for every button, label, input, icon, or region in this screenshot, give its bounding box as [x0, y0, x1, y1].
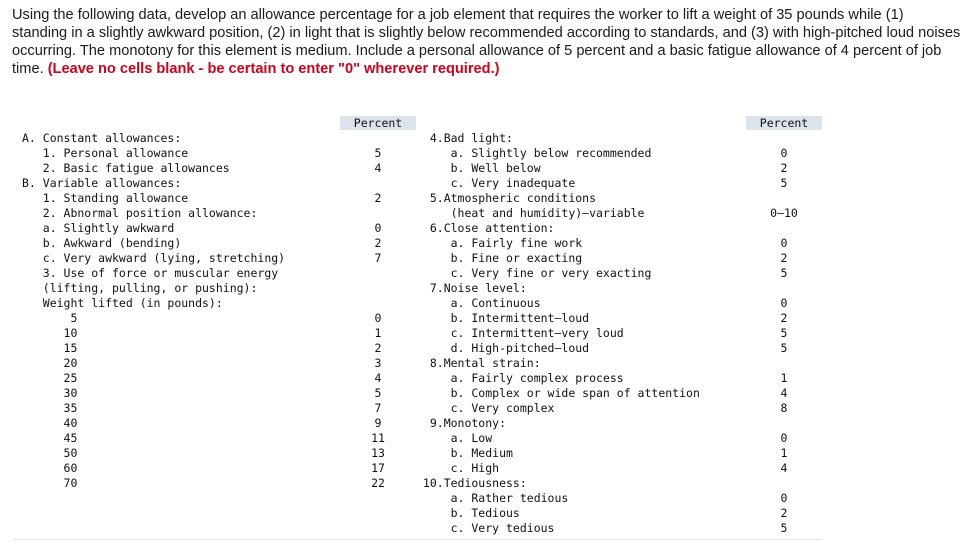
allowance-percent-value: 2	[780, 506, 788, 520]
allowance-label: A. Constant allowances:	[22, 131, 182, 145]
allowance-label: b. Complex or wide span of attention	[416, 386, 700, 400]
allowance-label: 10.Tediousness:	[416, 476, 527, 490]
allowance-label: Weight lifted (in pounds):	[22, 296, 223, 310]
allowance-label: c. Intermittent—very loud	[416, 326, 624, 340]
allowance-label: c. Very complex	[416, 401, 555, 415]
allowance-label: 9.Monotony:	[416, 416, 507, 430]
allowance-percent-value	[746, 416, 822, 431]
allowance-percent-value: 5	[780, 176, 788, 190]
allowance-percent-value: 11	[371, 431, 385, 445]
allowance-percent-value: 1	[374, 326, 382, 340]
allowance-label: 20	[22, 356, 78, 370]
allowance-label: 1. Personal allowance	[22, 146, 189, 160]
left-allowance-table	[14, 116, 416, 541]
allowance-percent-value	[746, 191, 822, 206]
allowance-percent-value	[340, 131, 416, 146]
allowance-label: c. Very fine or very exacting	[416, 266, 652, 280]
allowance-label: c. Very inadequate	[416, 176, 576, 190]
allowance-percent-value: 0	[374, 221, 382, 235]
allowance-label: (heat and humidity)—variable	[416, 206, 645, 220]
percent-column-header: Percent	[746, 116, 822, 130]
allowance-percent-value: 0	[780, 491, 788, 505]
allowance-label: b. Awkward (bending)	[22, 236, 182, 250]
allowance-label: d. High-pitched—loud	[416, 341, 590, 355]
allowance-percent-value: 5	[780, 266, 788, 280]
allowance-percent-value: 4	[780, 386, 788, 400]
allowance-label: 1. Standing allowance	[22, 191, 189, 205]
allowance-percent-value	[746, 131, 822, 146]
allowance-percent-value: 0	[780, 296, 788, 310]
allowance-percent-value: 22	[371, 476, 385, 490]
allowance-percent-value: 0	[780, 236, 788, 250]
allowance-label: a. Slightly awkward	[22, 221, 175, 235]
allowance-percent-value: 5	[374, 386, 382, 400]
allowance-percent-value	[340, 281, 416, 296]
right-allowance-table	[416, 116, 822, 541]
allowance-label: 40	[22, 416, 78, 430]
table-bottom-rule	[14, 539, 822, 540]
allowance-label: (lifting, pulling, or pushing):	[22, 281, 258, 295]
question-warning: (Leave no cells blank - be certain to enter "0" wherever required.)	[47, 61, 500, 77]
allowance-label: a. Low	[416, 431, 493, 445]
allowance-percent-value: 4	[374, 371, 382, 385]
allowance-percent-value: 0	[780, 431, 788, 445]
allowance-label: 45	[22, 431, 78, 445]
allowance-label: c. Very tedious	[416, 521, 555, 535]
allowance-percent-value: 2	[374, 191, 382, 205]
allowance-label: 60	[22, 461, 78, 475]
question-text	[12, 6, 962, 78]
allowance-label: 15	[22, 341, 78, 355]
question-body: Using the following data, develop an allowance percentage for a job element that requires the worker to lift a weight of 35 pounds while (1) standing in a slightly awkward position, (2) in light that is slightly below recommended according to standards, and (3) with high-pitched loud noises occurring. The monotony for this element is medium. Include a personal allowance of 5 percent and a basic fatigue allowance of 4 percent of job time.	[12, 7, 961, 77]
allowance-percent-value: 17	[371, 461, 385, 475]
allowance-percent-value: 2	[374, 341, 382, 355]
allowance-percent-value: 5	[780, 521, 788, 535]
allowance-percent-value	[340, 266, 416, 281]
allowance-percent-value: 4	[374, 161, 382, 175]
allowance-label: b. Tedious	[416, 506, 520, 520]
allowance-label: 2. Basic fatigue allowances	[22, 161, 230, 175]
allowance-label: 10	[22, 326, 78, 340]
allowance-percent-value: 2	[374, 236, 382, 250]
allowance-label: 2. Abnormal position allowance:	[22, 206, 258, 220]
allowance-percent-value: 5	[780, 326, 788, 340]
allowance-label: 30	[22, 386, 78, 400]
allowance-percent-value: 2	[780, 161, 788, 175]
allowance-label: 4.Bad light:	[416, 131, 513, 145]
allowance-label: 8.Mental strain:	[416, 356, 541, 370]
allowance-percent-value: 8	[780, 401, 788, 415]
allowance-percent-value: 3	[374, 356, 382, 370]
allowance-label: 6.Close attention:	[416, 221, 555, 235]
allowance-label: b. Medium	[416, 446, 513, 460]
allowance-label: 5.Atmospheric conditions	[416, 191, 597, 205]
allowance-percent-value: 9	[374, 416, 382, 430]
allowance-label: 50	[22, 446, 78, 460]
allowance-label: 70	[22, 476, 78, 490]
allowance-label: b. Fine or exacting	[416, 251, 583, 265]
percent-column-header: Percent	[340, 116, 416, 130]
allowance-label: c. Very awkward (lying, stretching)	[22, 251, 286, 265]
allowance-label: B. Variable allowances:	[22, 176, 182, 190]
allowance-percent-value: 0	[374, 311, 382, 325]
allowance-percent-value	[340, 206, 416, 221]
allowance-label: c. High	[416, 461, 500, 475]
allowance-percent-value	[746, 356, 822, 371]
allowance-label: a. Fairly fine work	[416, 236, 583, 250]
allowance-label: a. Fairly complex process	[416, 371, 624, 385]
allowance-percent-value: 0	[780, 146, 788, 160]
allowance-label: a. Slightly below recommended	[416, 146, 652, 160]
allowance-label: 3. Use of force or muscular energy	[22, 266, 279, 280]
allowance-percent-value: 0–10	[770, 206, 798, 220]
allowance-label: a. Continuous	[416, 296, 541, 310]
allowance-percent-value: 2	[780, 251, 788, 265]
allowance-percent-value: 5	[780, 341, 788, 355]
allowance-percent-value: 2	[780, 311, 788, 325]
allowance-percent-value	[746, 281, 822, 296]
allowance-percent-value: 7	[374, 251, 382, 265]
allowance-label: 7.Noise level:	[416, 281, 527, 295]
allowance-label: b. Well below	[416, 161, 541, 175]
allowance-label: 25	[22, 371, 78, 385]
allowance-percent-value	[340, 176, 416, 191]
allowance-label: b. Intermittent—loud	[416, 311, 590, 325]
allowance-label: 35	[22, 401, 78, 415]
allowance-percent-value: 13	[371, 446, 385, 460]
allowance-label: a. Rather tedious	[416, 491, 569, 505]
allowance-label: 5	[22, 311, 78, 325]
allowance-percent-value: 1	[780, 446, 788, 460]
allowance-percent-value: 4	[780, 461, 788, 475]
allowance-percent-value	[746, 476, 822, 491]
allowance-percent-value	[746, 221, 822, 236]
allowance-percent-value	[340, 296, 416, 311]
allowance-percent-value: 7	[374, 401, 382, 415]
allowance-percent-value: 5	[374, 146, 382, 160]
allowance-percent-value: 1	[780, 371, 788, 385]
